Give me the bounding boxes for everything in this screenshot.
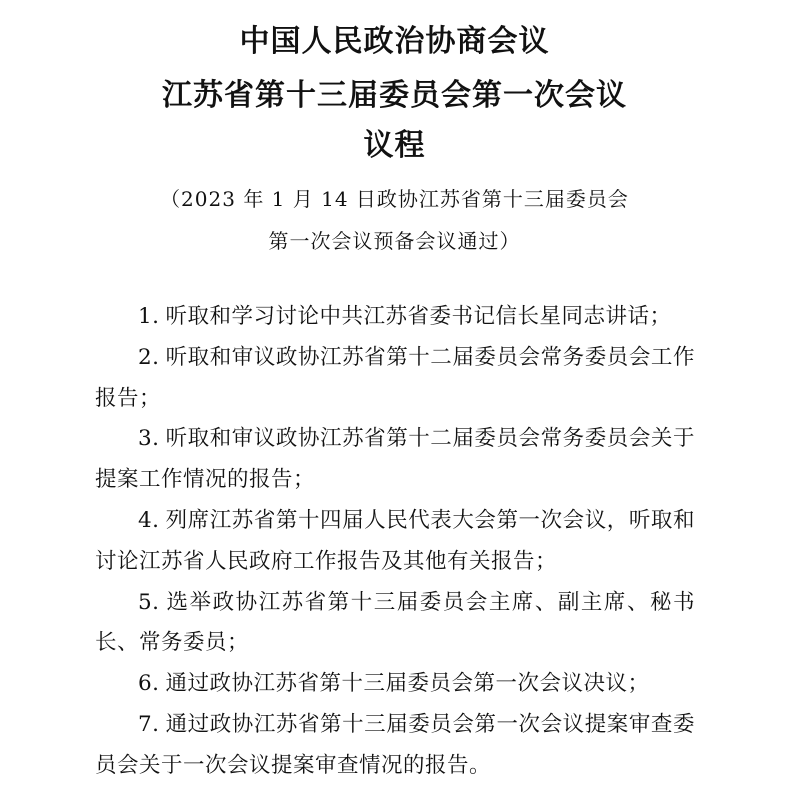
agenda-item-number: 3. (138, 426, 160, 452)
agenda-item-2 (95, 338, 695, 420)
agenda-item-text: 选举政协江苏省第十三届委员会主席、副主席、秘书长、常务委员； (95, 589, 695, 656)
agenda-item-1 (95, 297, 695, 338)
agenda-item-5 (95, 583, 695, 665)
agenda-item-number: 6. (138, 671, 160, 697)
document-title-line-3: 议程 (363, 128, 426, 163)
agenda-item-number: 2. (138, 344, 160, 370)
agenda-item-3 (95, 419, 695, 501)
agenda-list (95, 297, 695, 787)
agenda-item-number: 5. (138, 589, 160, 615)
agenda-item-number: 4. (138, 507, 160, 533)
adoption-note-line-1: （2023 年 1 月 14 日政协江苏省第十三届委员会 (160, 187, 629, 211)
agenda-item-text: 通过政协江苏省第十三届委员会第一次会议决议； (165, 671, 650, 697)
agenda-item-7 (95, 705, 695, 787)
agenda-item-text: 听取和审议政协江苏省第十二届委员会常务委员会工作报告； (95, 344, 695, 411)
agenda-item-4 (95, 501, 695, 583)
agenda-item-text: 听取和学习讨论中共江苏省委书记信长星同志讲话； (165, 304, 672, 329)
agenda-item-number: 1. (138, 304, 160, 329)
document-title-line-2: 江苏省第十三届委员会第一次会议 (162, 78, 627, 113)
agenda-item-text: 列席江苏省第十四届人民代表大会第一次会议，听取和讨论江苏省人民政府工作报告及其他有关报告； (95, 507, 695, 574)
agenda-item-text: 听取和审议政协江苏省第十二届委员会常务委员会关于提案工作情况的报告； (95, 426, 695, 493)
agenda-item-number: 7. (138, 711, 160, 737)
agenda-item-6 (95, 664, 695, 705)
agenda-item-text: 通过政协江苏省第十三届委员会第一次会议提案审查委员会关于一次会议提案审查情况的报告。 (95, 711, 695, 778)
adoption-note-line-2: 第一次会议预备会议通过） (268, 229, 521, 253)
document-title-line-1: 中国人民政治协商会议 (239, 24, 550, 59)
